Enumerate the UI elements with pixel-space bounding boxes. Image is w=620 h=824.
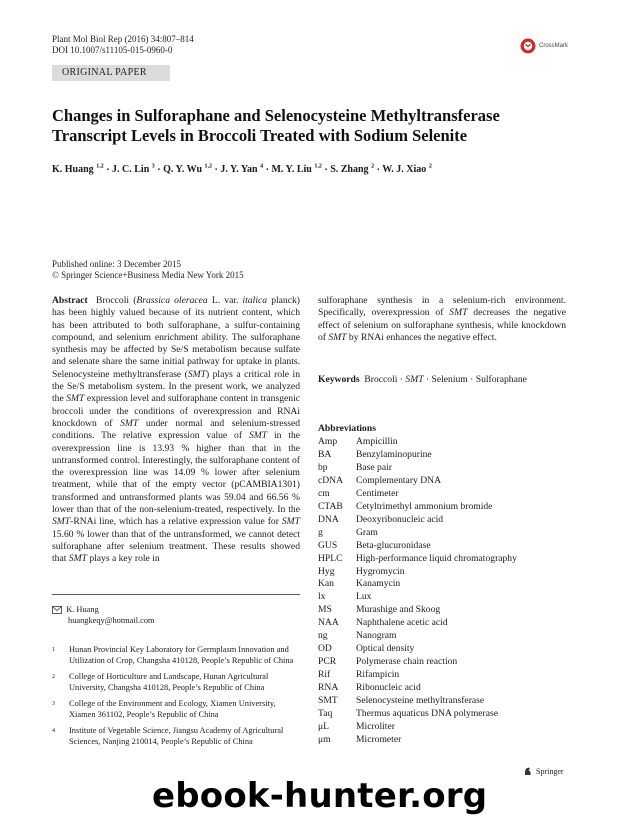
abbreviation-definition: Beta-glucuronidase bbox=[356, 539, 431, 551]
abbreviation-row bbox=[318, 617, 517, 630]
crossmark-icon bbox=[520, 38, 536, 54]
abbreviation-definition: Ribonucleic acid bbox=[356, 682, 421, 694]
abbreviation-definition: Deoxyribonucleic acid bbox=[356, 513, 444, 525]
abbreviation-definition: Micrometer bbox=[356, 733, 402, 745]
article-type: ORIGINAL PAPER bbox=[62, 67, 147, 78]
abbreviation-row bbox=[318, 540, 517, 553]
abbreviation-definition: Complementary DNA bbox=[356, 474, 441, 486]
abstract: Abstract Broccoli (Brassica oleracea L. var. italica planck) has been highly valued because of its nutrient content, which has been attributed to both sulforaphane, a sulfur-containing compound, and selenium enrichment ability. The sulforaphane synthesis may be affected by Se/S metabolism because sulfate and selenate share the same initial pathway for uptake in plants. Selenocysteine methyltransferase (SMT) plays a critical role in the Se/S metabolism system. In the present work, we analyzed the SMT expression level and sulforaphane content in transgenic broccoli under the conditions of overexpression and RNAi knockdown of SMT under normal and selenium-stressed conditions. The relative expression value of SMT in the overexpression line is 13.93 % higher than that in the untransformed control. Interestingly, the sulforaphane content of the overexpression line was 14.09 % lower after selenium treatment, while that of the empty vector (pCAMBIA1301) transformed and untransformed plants was 59.04 and 66.56 % lower than that of the non-selenium-treated, respectively. In the SMT-RNAi line, which has a relative expression value for SMT 15.60 % lower than that of the untransformed, we cannot detect sulforaphane after selenium treatment. These results showed that SMT plays a key role in bbox=[52, 295, 300, 565]
abbreviation-definition: Base pair bbox=[356, 461, 392, 473]
affiliation: 2 College of Horticulture and Landscape, Hunan Agricultural University, Changsha 410128, People’s Republic of China bbox=[52, 672, 269, 692]
crossmark-badge[interactable] bbox=[520, 38, 568, 54]
abbreviation-row bbox=[318, 578, 517, 591]
author-affiliation: 2 bbox=[428, 164, 432, 170]
abbreviation-row bbox=[318, 708, 517, 721]
correspondence bbox=[52, 604, 155, 626]
abbreviation-row bbox=[318, 553, 517, 566]
abbreviation-row bbox=[318, 475, 517, 488]
email-link[interactable]: huangkeqy@hotmail.com bbox=[68, 616, 155, 625]
abbreviation-term: RNA bbox=[318, 682, 339, 694]
abbreviation-definition: Microliter bbox=[356, 720, 395, 732]
author[interactable]: M. Y. Liu $^{1,2}$ bbox=[271, 164, 322, 176]
abbreviation-row bbox=[318, 604, 517, 617]
abbreviations-heading: Abbreviations bbox=[318, 423, 376, 434]
abstract-label: Abstract bbox=[52, 295, 88, 306]
abbreviation-definition: Murashige and Skoog bbox=[356, 604, 441, 616]
paper-title bbox=[52, 106, 572, 146]
title-line-1: Changes in Sulforaphane and Selenocysteine Methyltransferase bbox=[52, 106, 500, 125]
doi[interactable]: DOI 10.1007/s11105-015-0960-0 bbox=[52, 45, 173, 55]
abbreviation-term: DNA bbox=[318, 513, 339, 525]
abbreviation-definition: Lux bbox=[356, 591, 372, 603]
abbreviation-row bbox=[318, 656, 517, 669]
abbreviation-term: OD bbox=[318, 643, 332, 655]
affiliation: 4 Institute of Vegetable Science, Jiangsu Academy of Agricultural Sciences, Nanjing 210014, People’s Republic of China bbox=[52, 726, 284, 746]
abbreviation-term: bp bbox=[318, 461, 328, 473]
abbreviation-term: BA bbox=[318, 448, 332, 460]
author[interactable]: J. C. Lin $^3$ bbox=[112, 164, 155, 176]
abbreviation-definition: Optical density bbox=[356, 643, 415, 655]
abbreviation-definition: Polymerase chain reaction bbox=[356, 656, 458, 668]
abbreviation-term: lx bbox=[318, 591, 326, 603]
footnote-divider bbox=[52, 594, 300, 595]
abbreviation-row bbox=[318, 501, 517, 514]
abbreviation-definition: Selenocysteine methyltransferase bbox=[356, 695, 485, 707]
abbreviation-term: NAA bbox=[318, 617, 339, 629]
crossmark-label: CrossMark bbox=[539, 43, 569, 49]
abbreviation-row bbox=[318, 514, 517, 527]
abbreviation-term: cDNA bbox=[318, 474, 344, 486]
abbreviation-definition: Ampicillin bbox=[356, 436, 398, 447]
abbreviation-term: cm bbox=[318, 487, 330, 499]
abbreviation-row bbox=[318, 462, 517, 475]
author-affiliation: 1,2 bbox=[314, 164, 322, 170]
abbreviation-term: Amp bbox=[318, 436, 338, 447]
abbreviation-row bbox=[318, 682, 517, 695]
abbreviation-term: g bbox=[318, 526, 323, 538]
abbreviation-term: Hyg bbox=[318, 565, 335, 577]
author-affiliation: 1,2 bbox=[204, 164, 213, 170]
abbreviation-row bbox=[318, 436, 517, 449]
abbreviation-term: SMT bbox=[318, 695, 338, 707]
abbreviation-row bbox=[318, 643, 517, 656]
author-affiliation: 2 bbox=[371, 164, 375, 170]
abbreviation-definition: Cetyltrimethyl ammonium bromide bbox=[356, 500, 493, 512]
abbreviation-term: HPLC bbox=[318, 552, 343, 564]
author-list: K. Huang $^{1,2}$ · J. C. Lin $^3$ · Q. Y. Wu $^{1,2}$ · J. Y. Yan $^4$ · M. Y. Liu $^{1,2}$ · S. Zhang $^2$ · W. J. Xiao $^2$ bbox=[52, 164, 432, 176]
abbreviation-row bbox=[318, 669, 517, 682]
springer-logo: Springer bbox=[523, 766, 564, 776]
abbreviation-definition: Rifampicin bbox=[356, 669, 400, 681]
author-affiliation: 3 bbox=[151, 164, 155, 170]
affiliation: 3 College of the Environment and Ecology, Xiamen University, Xiamen 361102, People’s Republic of China bbox=[52, 699, 276, 719]
abbreviation-row bbox=[318, 734, 517, 747]
abbreviation-definition: Hygromycin bbox=[356, 565, 405, 577]
abbreviation-term: PCR bbox=[318, 656, 337, 668]
author[interactable]: J. Y. Yan $^4$ bbox=[220, 164, 264, 176]
watermark: ebook-hunter.org bbox=[152, 776, 488, 816]
keywords-label: Keywords bbox=[318, 374, 360, 385]
author-affiliation: 1,2 bbox=[96, 164, 104, 170]
abbreviation-row bbox=[318, 591, 517, 604]
abbreviation-row bbox=[318, 695, 517, 708]
corresponding-author: K. Huang bbox=[66, 605, 99, 614]
knight-icon bbox=[523, 766, 533, 776]
abbreviation-term: Rif bbox=[318, 669, 331, 681]
abbreviation-row bbox=[318, 721, 517, 734]
abbreviation-term: Kan bbox=[318, 578, 334, 590]
envelope-icon bbox=[52, 606, 62, 614]
published-date: Published online: 3 December 2015 bbox=[52, 259, 181, 269]
abbreviation-row bbox=[318, 449, 517, 462]
abbreviation-term: MS bbox=[318, 604, 332, 616]
abstract-continued: sulforaphane synthesis in a selenium-rich environment. Specifically, overexpression of SMT decreases the negative effect of selenium on sulforaphane synthesis, while knockdown of SMT by RNAi enhances the negative effect. bbox=[318, 295, 566, 343]
abbreviations-table bbox=[318, 436, 517, 747]
abbreviation-definition: Nanogram bbox=[356, 630, 397, 642]
author[interactable]: K. Huang $^{1,2}$ bbox=[52, 164, 104, 176]
species-name: Brassica oleracea bbox=[136, 295, 208, 306]
abbreviation-term: ng bbox=[318, 630, 328, 642]
abbreviation-row bbox=[318, 630, 517, 643]
journal-citation: Plant Mol Biol Rep (2016) 34:807–814 bbox=[52, 34, 194, 44]
abbreviation-definition: Gram bbox=[356, 526, 378, 538]
abbreviation-definition: High-performance liquid chromatography bbox=[356, 552, 517, 564]
author[interactable]: S. Zhang $^2$ bbox=[330, 164, 375, 176]
abbreviation-term: μm bbox=[318, 733, 331, 745]
abbreviation-definition: Kanamycin bbox=[356, 578, 401, 590]
abbreviation-term: CTAB bbox=[318, 500, 343, 512]
abbreviation-row bbox=[318, 566, 517, 579]
abbreviation-term: Taq bbox=[318, 708, 333, 720]
keywords: Keywords Broccoli · SMT · Selenium · Sulforaphane bbox=[318, 374, 527, 385]
title-line-2: Transcript Levels in Broccoli Treated with Sodium Selenite bbox=[52, 126, 468, 145]
copyright: © Springer Science+Business Media New York 2015 bbox=[52, 270, 244, 280]
abbreviation-term: GUS bbox=[318, 539, 338, 551]
author[interactable]: Q. Y. Wu $^{1,2}$ bbox=[163, 164, 213, 176]
abbreviation-definition: Centimeter bbox=[356, 487, 399, 499]
abbreviation-definition: Benzylaminopurine bbox=[356, 448, 432, 460]
author-affiliation: 4 bbox=[260, 164, 264, 170]
abbreviation-definition: Thermus aquaticus DNA polymerase bbox=[356, 708, 499, 720]
affiliation: 1 Hunan Provincial Key Laboratory for Germplasm Innovation and Utilization of Crop, Changsha 410128, People’s Republic of China bbox=[52, 645, 294, 665]
abbreviation-row bbox=[318, 527, 517, 540]
abbreviation-row bbox=[318, 488, 517, 501]
abbreviation-definition: Naphthalene acetic acid bbox=[356, 617, 448, 629]
author[interactable]: W. J. Xiao $^2$ bbox=[382, 164, 432, 176]
abbreviation-term: μL bbox=[318, 720, 330, 732]
